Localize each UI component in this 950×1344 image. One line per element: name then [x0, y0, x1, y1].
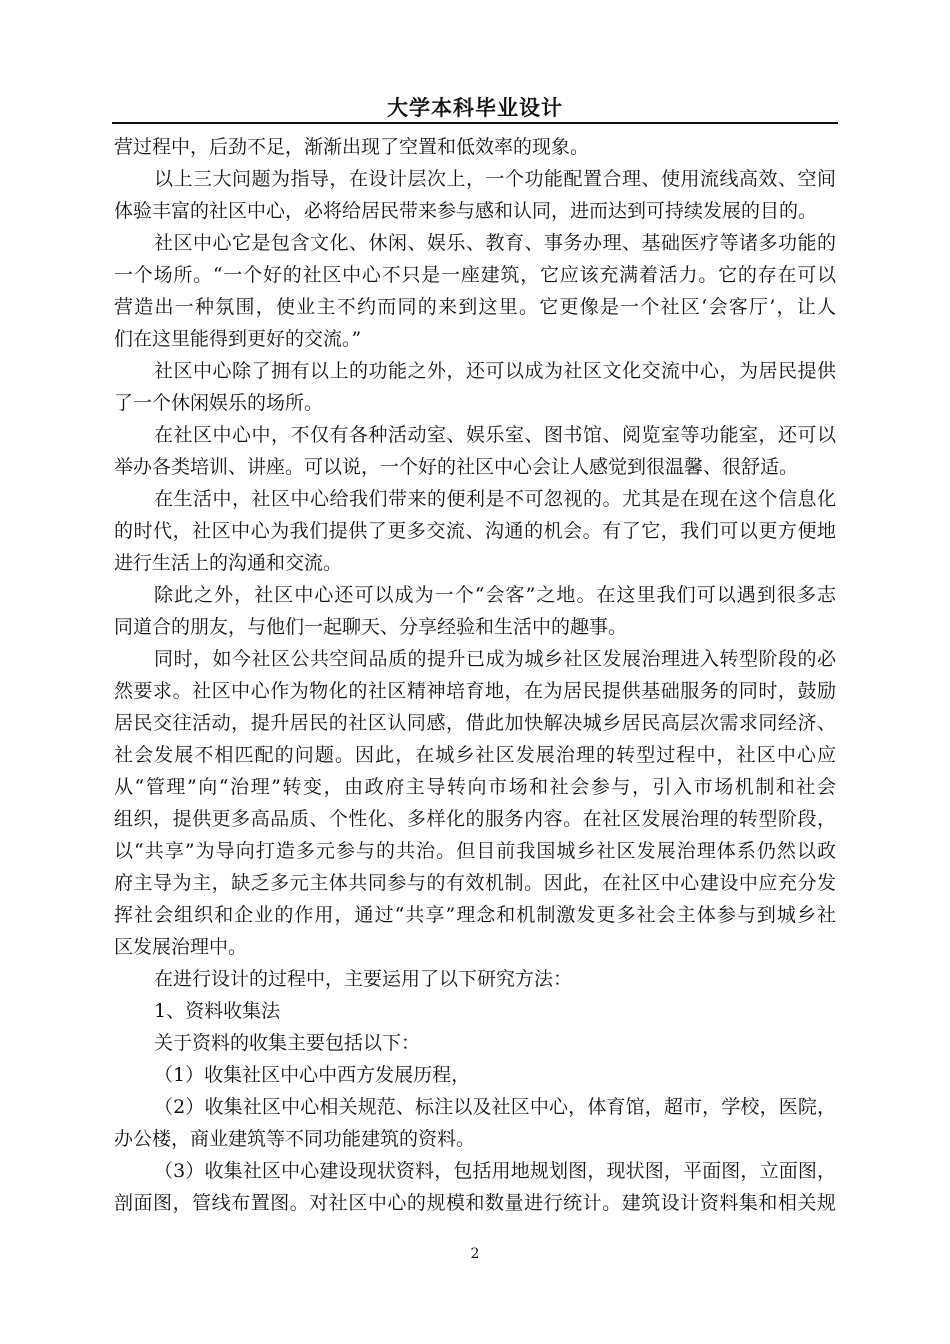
- text-line: 府主导为主，缺乏多元主体共同参与的有效机制。因此，在社区中心建设中应充分发: [114, 872, 836, 894]
- text-line: 的时代，社区中心为我们提供了更多交流、沟通的机会。有了它，我们可以更方便地: [114, 520, 836, 542]
- paragraph: [114, 419, 836, 483]
- paragraph: [114, 643, 836, 963]
- page-header-title: 大学本科毕业设计: [387, 96, 563, 120]
- text-line: 区发展治理中。: [114, 936, 248, 958]
- text-line: 挥社会组织和企业的作用，通过“共享”理念和机制激发更多社会主体参与到城乡社: [114, 904, 836, 926]
- page-number: 2: [470, 1246, 480, 1262]
- text-line: 社区中心它是包含文化、休闲、娱乐、教育、事务办理、基础医疗等诸多功能的: [154, 232, 836, 254]
- text-line: 进行生活上的沟通和交流。: [114, 552, 343, 574]
- text-line: 在生活中，社区中心给我们带来的便利是不可忽视的。尤其是在现在这个信息化: [154, 488, 836, 510]
- text-line: 在进行设计的过程中，主要运用了以下研究方法：: [154, 968, 573, 990]
- paragraph: [114, 1091, 836, 1155]
- text-line: 体验丰富的社区中心，必将给居民带来参与感和认同，进而达到可持续发展的目的。: [114, 200, 818, 222]
- text-line: 社会发展不相匹配的问题。因此，在城乡社区发展治理的转型过程中，社区中心应: [114, 744, 836, 766]
- text-line: 居民交往活动，提升居民的社区认同感，借此加快解决城乡居民高层次需求同经济、: [114, 712, 836, 734]
- text-line: 剖面图，管线布置图。对社区中心的规模和数量进行统计。建筑设计资料集和相关规: [114, 1192, 836, 1214]
- text-line: 同道合的朋友，与他们一起聊天、分享经验和生活中的趣事。: [114, 616, 628, 638]
- text-line: （1）收集社区中心中西方发展历程，: [154, 1064, 471, 1086]
- text-line: 社区中心除了拥有以上的功能之外，还可以成为社区文化交流中心，为居民提供: [154, 360, 836, 382]
- paragraph: [114, 1155, 836, 1219]
- header-rule: [112, 122, 838, 124]
- text-line: 营过程中，后劲不足，渐渐出现了空置和低效率的现象。: [114, 136, 590, 158]
- paragraph: [114, 483, 836, 579]
- paragraph: [114, 355, 836, 419]
- paragraph: [114, 1027, 836, 1059]
- paragraph: [114, 227, 836, 355]
- text-line: 营造出一种氛围，使业主不约而同的来到这里。它更像是一个社区‘会客厅’，让人: [114, 296, 836, 318]
- text-line: 在社区中心中，不仅有各种活动室、娱乐室、图书馆、阅览室等功能室，还可以: [154, 424, 836, 446]
- paragraph: [114, 1059, 836, 1091]
- paragraph: [114, 579, 836, 643]
- text-line: 1、资料收集法: [154, 1000, 281, 1022]
- text-line: （2）收集社区中心相关规范、标注以及社区中心，体育馆，超市，学校，医院，: [154, 1096, 836, 1118]
- text-line: 组织，提供更多高品质、个性化、多样化的服务内容。在社区发展治理的转型阶段，: [114, 808, 836, 830]
- text-line: 同时，如今社区公共空间品质的提升已成为城乡社区发展治理进入转型阶段的必: [154, 648, 836, 670]
- text-line: 除此之外，社区中心还可以成为一个“会客”之地。在这里我们可以遇到很多志: [154, 584, 836, 606]
- text-line: （3）收集社区中心建设现状资料，包括用地规划图，现状图，平面图，立面图，: [154, 1160, 836, 1182]
- text-line: 们在这里能得到更好的交流。”: [114, 328, 362, 350]
- paragraph: [114, 963, 836, 995]
- text-line: 从“管理”向“治理”转变，由政府主导转向市场和社会参与，引入市场机制和社会: [114, 776, 836, 798]
- text-line: 然要求。社区中心作为物化的社区精神培育地，在为居民提供基础服务的同时，鼓励: [114, 680, 836, 702]
- paragraph: [114, 163, 836, 227]
- text-line: 以上三大问题为指导，在设计层次上，一个功能配置合理、使用流线高效、空间: [154, 168, 836, 190]
- text-line: 举办各类培训、讲座。可以说，一个好的社区中心会让人感觉到很温馨、很舒适。: [114, 456, 799, 478]
- text-line: 关于资料的收集主要包括以下：: [154, 1032, 421, 1054]
- paragraph: [114, 131, 836, 163]
- text-line: 以“共享”为导向打造多元参与的共治。但目前我国城乡社区发展治理体系仍然以政: [114, 840, 836, 862]
- text-line: 一个场所。“一个好的社区中心不只是一座建筑，它应该充满着活力。它的存在可以: [114, 264, 836, 286]
- text-line: 办公楼，商业建筑等不同功能建筑的资料。: [114, 1128, 476, 1150]
- paragraph: [114, 995, 836, 1027]
- document-body: [114, 131, 836, 1219]
- text-line: 了一个休闲娱乐的场所。: [114, 392, 324, 414]
